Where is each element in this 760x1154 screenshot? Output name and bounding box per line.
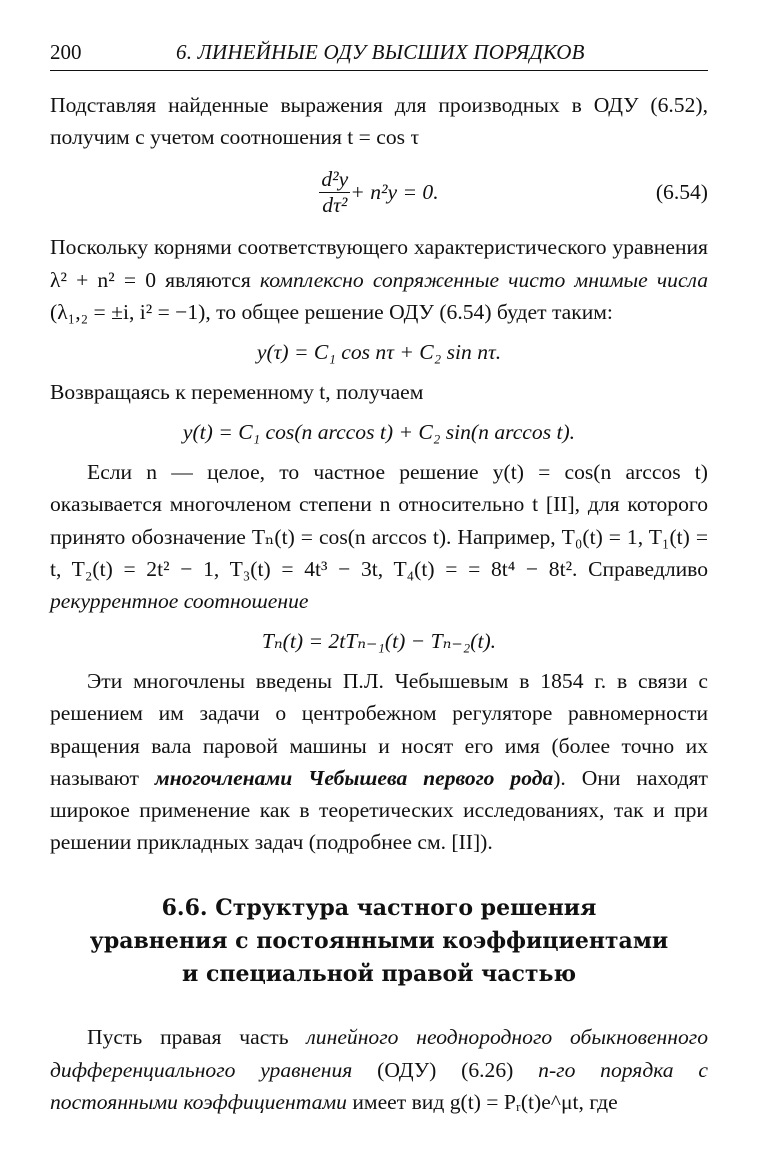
emphasized-term: рекуррентное соотношение (50, 589, 309, 614)
emphasized-term: многочленами Чебышева первого рода (154, 765, 554, 790)
emphasized-term: комплексно сопряженные чисто мнимые числа (259, 267, 709, 292)
paragraph-substitution: Подставляя найденные выражения для производных в ОДУ (6.52), получим с учетом соотношения t = cos τ (50, 93, 708, 150)
text-segment: имеет вид g(t) = Pᵣ(t)e^μt, где (346, 1089, 618, 1114)
running-head (50, 36, 708, 71)
text-segment: (ОДУ) (6.26) (352, 1057, 539, 1082)
fraction-numerator: d²y (321, 167, 349, 192)
emphasized-term: линейного неоднородного обыкновенного дифференциального уравнения (50, 1025, 708, 1082)
equation-6-54 (50, 153, 708, 231)
paragraph-chebyshev-definition (50, 456, 708, 617)
section-heading (50, 892, 708, 991)
fraction-d2y-dtau2 (319, 168, 350, 216)
paragraph-return-variable: Возвращаясь к переменному t, получаем (50, 380, 424, 405)
text-segment: Поскольку корнями соответствующего характеристического уравнения λ² + n² = 0 являются (50, 235, 708, 292)
fraction-denominator: dτ² (322, 192, 348, 217)
section-heading-line: и специальной правой частью (181, 961, 577, 988)
section-heading-line: уравнения с постоянными коэффициентами (89, 928, 669, 955)
text-segment: (λ₁,₂ = ±i, i² = −1), то общее решение ОДУ (6.54) будет таким: (50, 299, 613, 324)
equation-text: y(t) = C₁ cos(n arccos t) + C₂ sin(n arccos t). (182, 420, 576, 445)
paragraph-special-right-side (50, 1021, 708, 1118)
book-page (50, 36, 708, 1116)
paragraph-chebyshev-history (50, 665, 708, 858)
text-segment: ). Они находят широкое применение как в теоретических исследованиях, так и при решении прикладных задач (подробнее см. [II]). (50, 765, 708, 855)
section-heading-line: 6.6. Структура частного решения (161, 895, 597, 922)
emphasized-term: n-го порядка с постоянными коэффициентами (50, 1057, 708, 1114)
equation-number: (6.54) (655, 180, 708, 205)
equation-general-solution-tau (50, 328, 708, 376)
page-number: 200 (50, 40, 82, 64)
text-segment: Пусть правая часть (87, 1025, 307, 1050)
equation-general-solution-t (50, 408, 708, 456)
equation-recurrence (50, 617, 708, 665)
equation-text: Tₙ(t) = 2tTₙ₋₁(t) − Tₙ₋₂(t). (261, 629, 497, 654)
text-segment: Эти многочлены введены П.Л. Чебышевым в 1854 г. в связи с решением им задачи о центробежном регуляторе равномерности вращения вала паровой машины и носят его имя (более точно их называют (50, 669, 708, 790)
chapter-title: 6. ЛИНЕЙНЫЕ ОДУ ВЫСШИХ ПОРЯДКОВ (176, 40, 585, 64)
paragraph-characteristic-roots (50, 231, 708, 328)
text-segment: Если n — целое, то частное решение y(t) = cos(n arccos t) оказывается многочленом степени n относительно t [II], для которого принято обозначение Tₙ(t) = cos(n arccos t). Например, T₀(t) = 1, T₁(t) = t, T₂(t) = 2t² − 1, T₃(t) = 4t³ − 3t, T₄(t) = = 8t⁴ − 8t². Справедливо (50, 460, 708, 581)
equation-rest: + n²y = 0. (350, 180, 439, 205)
equation-text: y(τ) = C₁ cos nτ + C₂ sin nτ. (256, 340, 502, 365)
